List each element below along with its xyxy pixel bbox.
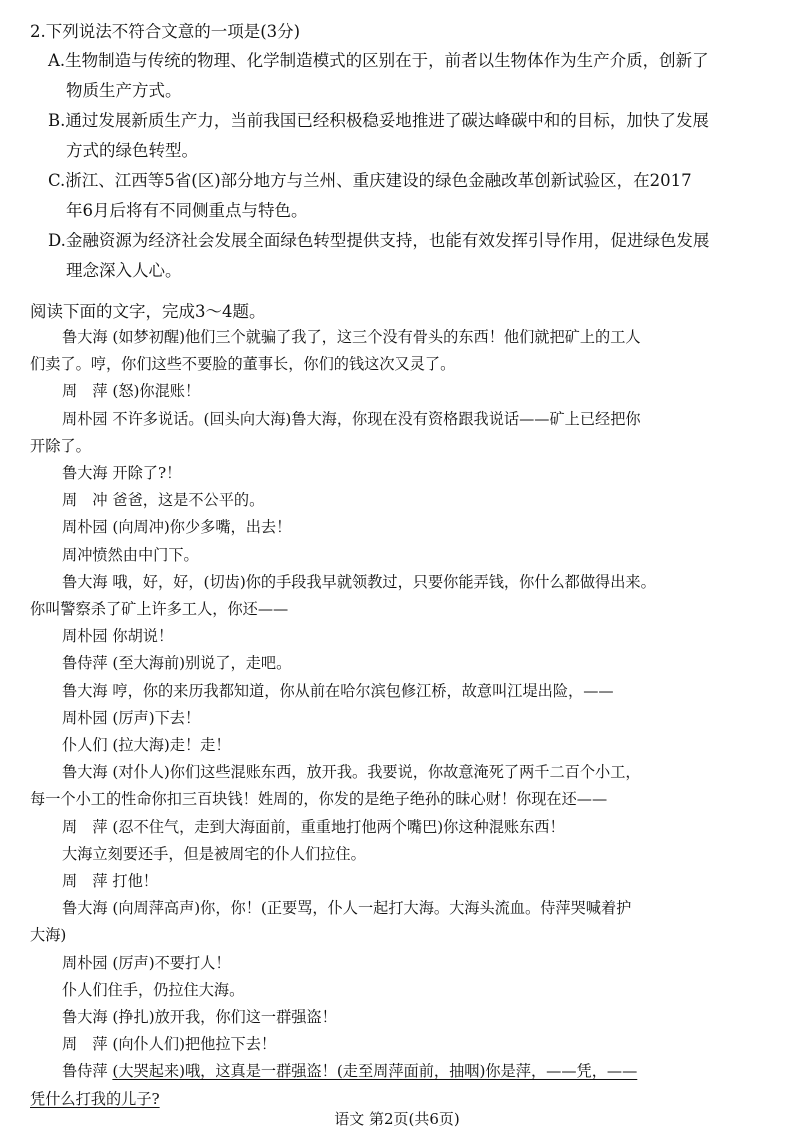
script-line: 仆人们 (拉大海)走！走！ — [62, 736, 231, 755]
script-line: 大海) — [30, 926, 67, 945]
script-line: 周 萍 (忍不住气，走到大海面前，重重地打他两个嘴巴)你这种混账东西！ — [62, 817, 565, 836]
script-line: 周 萍 (向仆人们)把他拉下去！ — [62, 1035, 277, 1054]
option-a — [48, 46, 773, 106]
script-line-underlined — [30, 1058, 775, 1085]
question-title: 2.下列说法不符合文意的一项是(3分) — [30, 22, 301, 41]
script-line: 周朴园 不许多说话。(回头向大海)鲁大海，你现在没有资格跟我说话——矿上已经把你 — [62, 409, 641, 428]
option-c — [48, 166, 773, 226]
script-line: 你叫警察杀了矿上许多工人，你还—— — [30, 600, 289, 619]
option-d — [48, 226, 773, 286]
underlined-text: (大哭起来)哦，这真是一群强盗！(走至周萍面前，抽咽)你是萍，——凭，—— — [112, 1062, 638, 1081]
option-b-line-2: 方式的绿色转型。 — [66, 141, 198, 160]
option-c-line-2: 年6月后将有不同侧重点与特色。 — [66, 201, 308, 220]
stage-direction: 大海立刻要还手，但是被周宅的仆人们拉住。 — [62, 844, 366, 863]
script-line: 周朴园 (厉声)下去！ — [62, 708, 201, 727]
option-d-line-1: D.金融资源为经济社会发展全面绿色转型提供支持，也能有效发挥引导作用，促进绿色发展 — [48, 231, 710, 250]
script-line: 周朴园 你胡说！ — [62, 627, 174, 646]
script-line: 鲁大海 开除了?！ — [62, 464, 182, 483]
option-a-line-2: 物质生产方式。 — [66, 81, 182, 100]
script-line: 鲁大海 (挣扎)放开我，你们这一群强盗！ — [62, 1008, 337, 1027]
option-c-line-1: C.浙江、江西等5省(区)部分地方与兰州、重庆建设的绿色金融改革创新试验区，在2017 — [48, 171, 692, 190]
speaker-name: 鲁侍萍 — [62, 1062, 113, 1081]
reading-intro: 阅读下面的文字，完成3～4题。 — [30, 302, 266, 321]
script-line: 周 萍 (怒)你混账！ — [62, 382, 201, 401]
script-line: 周朴园 (向周冲)你少多嘴，出去！ — [62, 518, 292, 537]
script-line: 周朴园 (厉声)不要打人！ — [62, 953, 231, 972]
option-d-line-2: 理念深入人心。 — [66, 261, 182, 280]
script-line: 们卖了。哼，你们这些不要脸的董事长，你们的钱这次又灵了。 — [30, 355, 456, 374]
stage-direction: 周冲愤然由中门下。 — [62, 545, 199, 564]
script-line: 鲁侍萍 (至大海前)别说了，走吧。 — [62, 654, 292, 673]
option-b-line-1: B.通过发展新质生产力，当前我国已经积极稳妥地推进了碳达峰碳中和的目标，加快了发展 — [48, 111, 709, 130]
drama-excerpt — [30, 324, 775, 1113]
stage-direction: 仆人们住手，仍拉住大海。 — [62, 980, 245, 999]
page-footer: 语文 第2页(共6页) — [334, 1110, 460, 1128]
script-line: 每一个小工的性命你扣三百块钱！姓周的，你发的是绝子绝孙的昧心财！你现在还—— — [30, 790, 608, 809]
script-line-underlined: 凭什么打我的儿子? — [30, 1089, 160, 1108]
script-line: 鲁大海 (对仆人)你们这些混账东西，放开我。我要说，你故意淹死了两千二百个小工， — [62, 763, 641, 782]
option-a-line-1: A.生物制造与传统的物理、化学制造模式的区别在于，前者以生物体作为生产介质，创新了 — [48, 51, 709, 70]
script-line: 周 冲 爸爸，这是不公平的。 — [62, 491, 265, 510]
script-line: 鲁大海 (如梦初醒)他们三个就骗了我了，这三个没有骨头的东西！他们就把矿上的工人 — [62, 328, 641, 346]
option-b — [48, 106, 773, 166]
script-line: 开除了。 — [30, 436, 91, 455]
script-line: 鲁大海 哼，你的来历我都知道，你从前在哈尔滨包修江桥，故意叫江堤出险，—— — [62, 681, 614, 700]
script-line: 鲁大海 (向周萍高声)你，你！(正要骂，仆人一起打大海。大海头流血。侍萍哭喊着护 — [62, 899, 632, 918]
script-line: 鲁大海 哦，好，好，(切齿)你的手段我早就领教过，只要你能弄钱，你什么都做得出来。 — [62, 572, 656, 591]
script-line: 周 萍 打他！ — [62, 872, 158, 891]
